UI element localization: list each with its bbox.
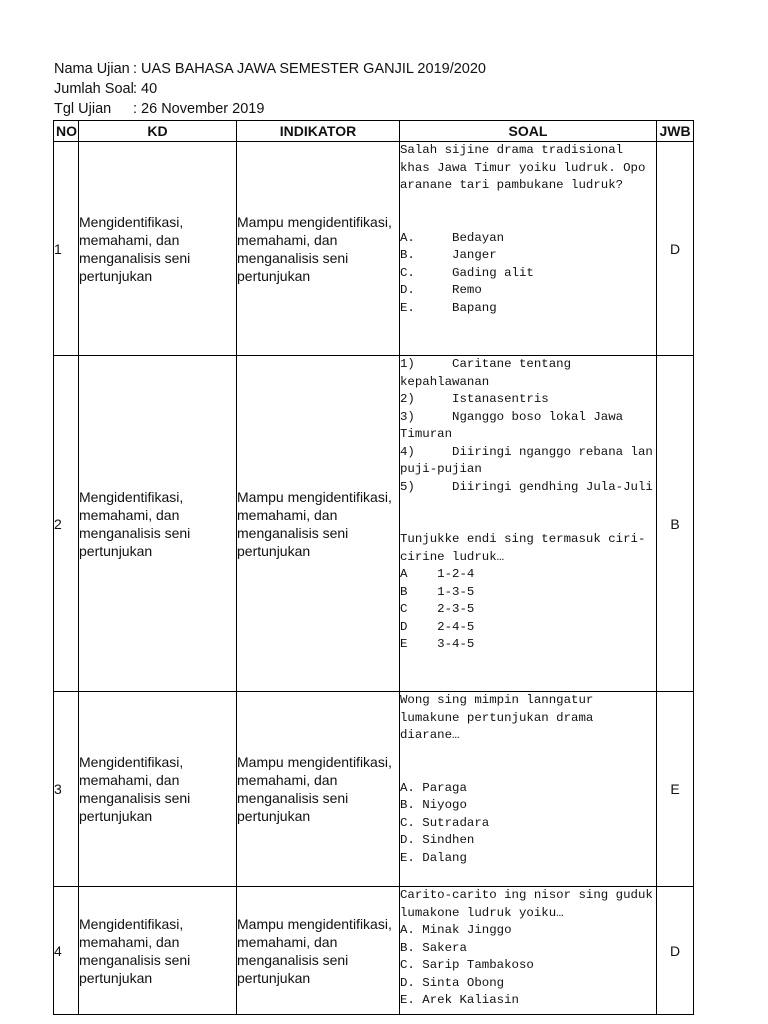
question-table (53, 120, 694, 1015)
soal-cell (400, 692, 657, 887)
option-e: E. Dalang (400, 850, 467, 865)
table-row (54, 692, 694, 887)
option-b: B. Sakera (400, 940, 467, 955)
option-b: B. Janger (400, 248, 497, 262)
header-no: NO (54, 121, 79, 142)
option-e: E. Bapang (400, 300, 497, 315)
question-text: Tunjukke endi sing termasuk ciri-cirine ludruk… (400, 532, 646, 564)
header-jwb: JWB (657, 121, 694, 142)
question-text: Carito-carito ing nisor sing guduk lumakone ludruk yoiku… (400, 888, 661, 920)
option-d: D. Sindhen (400, 833, 475, 847)
option-b: B. Niyogo (400, 798, 467, 812)
indikator-cell: Mampu mengidentifikasi, memahami, dan menganalisis seni pertunjukan (237, 356, 400, 692)
option-e: E 3-4-5 (400, 637, 475, 651)
option-c: C. Sarip Tambakoso (400, 958, 534, 972)
option-c: C. Gading alit (400, 265, 534, 280)
option-a: A. Bedayan (400, 230, 505, 245)
table-row (54, 887, 694, 1015)
table-row (54, 356, 694, 692)
option-d: D. Sinta Obong (400, 975, 505, 990)
exam-name-row (54, 59, 486, 79)
option-d: D. Remo (400, 283, 482, 297)
option-c: C. Sutradara (400, 815, 490, 830)
kd-cell: Mengidentifikasi, memahami, dan menganalisis seni pertunjukan (79, 692, 237, 887)
exam-name-value: : UAS BAHASA JAWA SEMESTER GANJIL 2019/2020 (133, 61, 486, 77)
exam-date-value: : 26 November 2019 (133, 101, 265, 117)
statement-5: 5) Diiringi gendhing Jula-Juli (400, 479, 653, 494)
question-number: 1 (54, 142, 79, 356)
table-row (54, 142, 694, 356)
statement-2: 2) Istanasentris (400, 392, 549, 406)
option-a: A 1-2-4 (400, 567, 475, 581)
option-d: D 2-4-5 (400, 619, 475, 634)
answer-key: B (657, 356, 694, 692)
indikator-cell: Mampu mengidentifikasi, memahami, dan menganalisis seni pertunjukan (237, 142, 400, 356)
option-a: A. Paraga (400, 780, 467, 795)
question-text: Salah sijine drama tradisional khas Jawa Timur yoiku ludruk. Opo aranane tari pambukane ludruk? (400, 143, 653, 192)
exam-header (54, 59, 486, 119)
soal-cell (400, 356, 661, 692)
exam-date-label: Tgl Ujian (54, 101, 112, 117)
kd-cell: Mengidentifikasi, memahami, dan menganalisis seni pertunjukan (79, 356, 237, 692)
table-header-row (54, 121, 694, 142)
answer-key: E (657, 692, 694, 887)
soal-cell (400, 887, 661, 1015)
indikator-cell: Mampu mengidentifikasi, memahami, dan menganalisis seni pertunjukan (237, 887, 400, 1015)
statement-4: 4) Diiringi nganggo rebana lan puji-pujian (400, 444, 661, 476)
header-kd: KD (79, 121, 237, 142)
kd-cell: Mengidentifikasi, memahami, dan menganalisis seni pertunjukan (79, 887, 237, 1015)
option-e: E. Arek Kaliasin (400, 993, 519, 1007)
option-c: C 2-3-5 (400, 602, 475, 616)
question-count-row (54, 79, 486, 99)
exam-name-label: Nama Ujian (54, 61, 130, 77)
question-text: Wong sing mimpin lanngatur lumakune pertunjukan drama diarane… (400, 693, 601, 742)
question-number: 2 (54, 356, 79, 692)
option-a: A. Minak Jinggo (400, 923, 512, 937)
question-number: 4 (54, 887, 79, 1015)
header-soal: SOAL (400, 121, 657, 142)
question-count-value: : 40 (133, 81, 158, 97)
question-count-label: Jumlah Soal (54, 81, 134, 97)
answer-key: D (657, 887, 694, 1015)
option-b: B 1-3-5 (400, 584, 475, 599)
indikator-cell: Mampu mengidentifikasi, memahami, dan menganalisis seni pertunjukan (237, 692, 400, 887)
question-number: 3 (54, 692, 79, 887)
statement-1: 1) Caritane tentang kepahlawanan (400, 357, 579, 389)
header-indikator: INDIKATOR (237, 121, 400, 142)
answer-key: D (657, 142, 694, 356)
statement-3: 3) Nganggo boso lokal Jawa Timuran (400, 409, 631, 441)
exam-date-row (54, 99, 486, 119)
soal-cell (400, 142, 657, 356)
kd-cell: Mengidentifikasi, memahami, dan menganalisis seni pertunjukan (79, 142, 237, 356)
